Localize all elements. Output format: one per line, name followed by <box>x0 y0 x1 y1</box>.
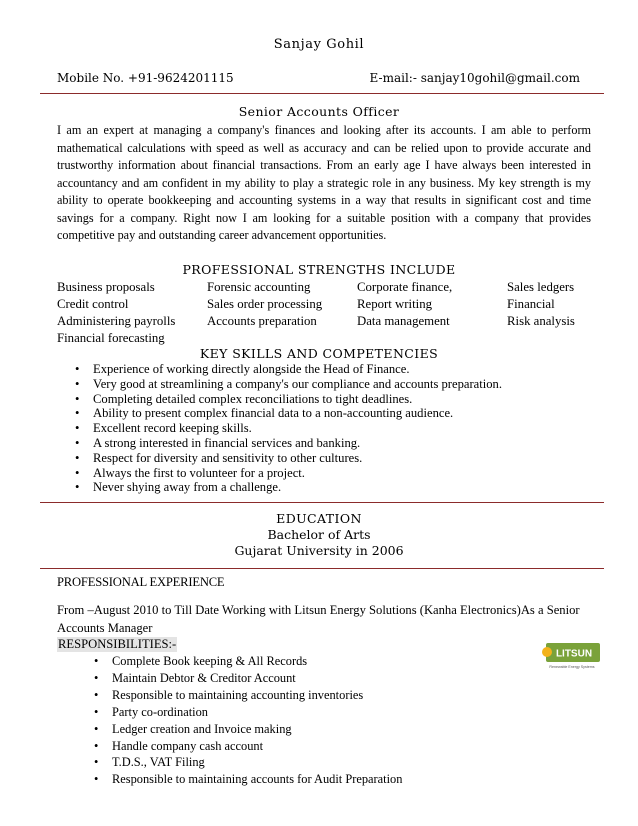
skill-item: • Never shying away from a challenge. <box>75 480 595 495</box>
objective-title: Senior Accounts Officer <box>238 104 400 119</box>
strength-item: Credit control <box>57 297 129 311</box>
education-section <box>0 511 638 559</box>
logo-tagline: Renewable Energy Systems <box>549 665 595 669</box>
strengths-row <box>57 296 597 313</box>
skill-item: • Experience of working directly alongside the Head of Finance. <box>75 362 595 377</box>
company-name: Litsun Energy Solutions <box>294 603 417 617</box>
strengths-row <box>57 279 597 296</box>
working-with-label: Working with <box>219 603 295 617</box>
strengths-title: PROFESSIONAL STRENGTHS INCLUDE <box>182 262 456 277</box>
strength-item: Report writing <box>357 297 432 311</box>
strength-item: Financial <box>507 297 555 311</box>
skill-item: • Ability to present complex financial data to a non-accounting audience. <box>75 406 595 421</box>
contact-line <box>57 71 580 85</box>
responsibility-item: • Complete Book keeping & All Records <box>94 653 514 670</box>
divider-experience <box>40 568 604 569</box>
skill-item: • Completing detailed complex reconciliations to tight deadlines. <box>75 392 595 407</box>
strengths-row <box>57 330 597 347</box>
skill-item: • Respect for diversity and sensitivity to other cultures. <box>75 451 595 466</box>
skill-item: • Very good at streamlining a company's our compliance and accounts preparation. <box>75 377 595 392</box>
education-title: EDUCATION <box>276 511 362 526</box>
responsibility-item: • Handle company cash account <box>94 738 514 755</box>
responsibility-item: • Responsible to maintaining accounting inventories <box>94 687 514 704</box>
from-prefix: From <box>57 603 88 617</box>
responsibility-item: • Ledger creation and Invoice making <box>94 721 514 738</box>
strength-item: Corporate finance, <box>357 280 453 294</box>
strength-item: Sales order processing <box>207 297 323 311</box>
skills-list <box>75 362 595 495</box>
strength-item: Forensic accounting <box>207 280 311 294</box>
education-university: Gujarat University in 2006 <box>234 543 404 558</box>
divider-education <box>40 502 604 503</box>
responsibility-item: • Responsible to maintaining accounts for Audit Preparation <box>94 771 514 788</box>
strengths-row <box>57 313 597 330</box>
strength-item: Risk analysis <box>507 314 575 328</box>
open-paren: ( <box>416 603 424 617</box>
strength-item: Financial forecasting <box>57 331 165 345</box>
strength-item: Sales ledgers <box>507 280 575 294</box>
responsibilities-title: RESPONSIBILITIES:- <box>58 637 177 651</box>
email-address: E-mail:- sanjay10gohil@gmail.com <box>369 71 580 85</box>
strength-item: Accounts preparation <box>207 314 317 328</box>
strengths-grid <box>57 279 597 347</box>
skill-item: • Excellent record keeping skills. <box>75 421 595 436</box>
strength-item: Administering payrolls <box>57 314 176 328</box>
responsibilities-list <box>94 653 514 788</box>
responsibility-item: • T.D.S., VAT Filing <box>94 754 514 771</box>
employment-period: –August 2010 to Till Date <box>87 603 220 617</box>
candidate-name: Sanjay Gohil <box>273 37 365 52</box>
strength-item: Data management <box>357 314 450 328</box>
responsibility-item: • Party co-ordination <box>94 704 514 721</box>
education-degree: Bachelor of Arts <box>267 527 371 542</box>
skill-item: • A strong interested in financial services and banking. <box>75 436 595 451</box>
responsibility-item: • Maintain Debtor & Creditor Account <box>94 670 514 687</box>
skills-title: KEY SKILLS AND COMPETENCIES <box>199 346 439 361</box>
sun-icon <box>542 647 552 657</box>
experience-summary <box>57 601 597 637</box>
job-role: )As a Senior Accounts Manager <box>57 603 580 635</box>
company-logo-icon <box>538 641 602 671</box>
skill-item: • Always the first to volunteer for a project. <box>75 466 595 481</box>
strength-item: Business proposals <box>57 280 155 294</box>
logo-text: LITSUN <box>555 648 593 660</box>
experience-title: PROFESSIONAL EXPERIENCE <box>57 575 225 589</box>
divider-top <box>40 93 604 94</box>
subsidiary-name: Kanha Electronics <box>423 603 517 617</box>
mobile-number: Mobile No. +91-9624201115 <box>57 71 234 85</box>
objective-text: I am an expert at managing a company's finances and looking after its accounts. I am able to perform mathematical calculations with speed as well as accuracy and can be relied upon to provide accurate and trustworthy information about financial transactions. From an early age I have always been interested in accountancy and am confident in my ability to play a strategic role in any business. My key strength is my ability to operate bookkeeping and accounting systems in a way that results in significant cost and time savings for a company. Right now I am looking for a suitable position with a company that provides competitive pay and outstanding career advancement opportunities. <box>57 123 591 242</box>
